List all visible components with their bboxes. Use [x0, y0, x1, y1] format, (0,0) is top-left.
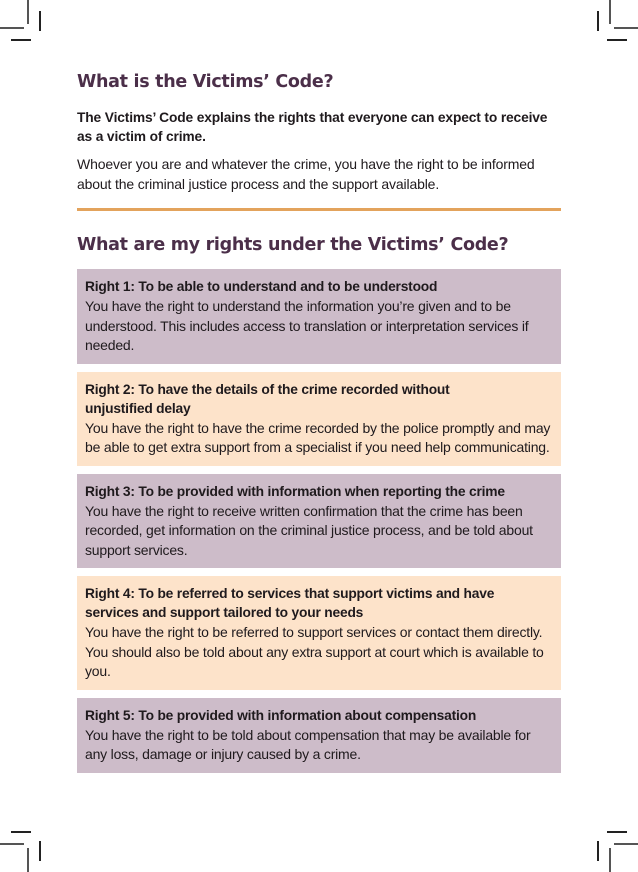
- right-title: Right 1: To be able to understand and to be understood: [85, 279, 438, 294]
- right-body: You have the right to receive written confirmation that the crime has been recorded, get information on the criminal justice process, and be told about support services.: [85, 502, 533, 558]
- right-box-3: [77, 474, 561, 569]
- crop-mark: [597, 11, 599, 31]
- right-title: Right 4: To be referred to services that support victims and have services and support tailored to your needs: [85, 586, 495, 620]
- right-body: You have the right to be referred to support services or contact them directly. You should also be told about any extra support at court which is available to you.: [85, 624, 544, 679]
- crop-mark: [11, 831, 31, 833]
- crop-mark: [597, 841, 599, 861]
- crop-mark: [27, 0, 29, 24]
- crop-mark: [607, 39, 627, 41]
- intro-paragraph: Whoever you are and whatever the crime, you have the right to be informed about the criminal justice process and the support available.: [77, 156, 535, 192]
- crop-mark: [39, 11, 41, 31]
- crop-mark: [0, 843, 24, 845]
- section-heading-what-is: What is the Victims’ Code?: [77, 72, 334, 92]
- crop-mark: [0, 27, 24, 29]
- crop-mark: [614, 27, 638, 29]
- right-box-5: [77, 698, 561, 773]
- right-title: Right 2: To have the details of the crime recorded without unjustified delay: [85, 381, 450, 416]
- right-body: You have the right to understand the information you’re given and to be understood. This includes access to translation or interpretation services if needed.: [85, 298, 529, 353]
- crop-mark: [609, 848, 611, 872]
- section-divider: [77, 208, 561, 211]
- section-heading-rights: What are my rights under the Victims’ Code?: [77, 235, 509, 255]
- page-content: [77, 72, 561, 773]
- crop-mark: [609, 0, 611, 24]
- right-box-2: [77, 372, 561, 466]
- right-title: Right 5: To be provided with information about compensation: [85, 707, 477, 723]
- crop-mark: [39, 841, 41, 861]
- intro-lead: The Victims’ Code explains the rights that everyone can expect to receive as a victim of crime.: [77, 110, 548, 144]
- right-box-4: [77, 576, 561, 690]
- crop-mark: [27, 848, 29, 872]
- crop-mark: [614, 843, 638, 845]
- right-box-1: [77, 269, 561, 364]
- right-body: You have the right to be told about compensation that may be available for any loss, damage or injury caused by a crime.: [85, 726, 531, 762]
- right-body: You have the right to have the crime recorded by the police promptly and may be able to get extra support from a specialist if you need help communicating.: [85, 419, 551, 455]
- crop-mark: [11, 39, 31, 41]
- crop-mark: [607, 831, 627, 833]
- right-title: Right 3: To be provided with information when reporting the crime: [85, 483, 505, 499]
